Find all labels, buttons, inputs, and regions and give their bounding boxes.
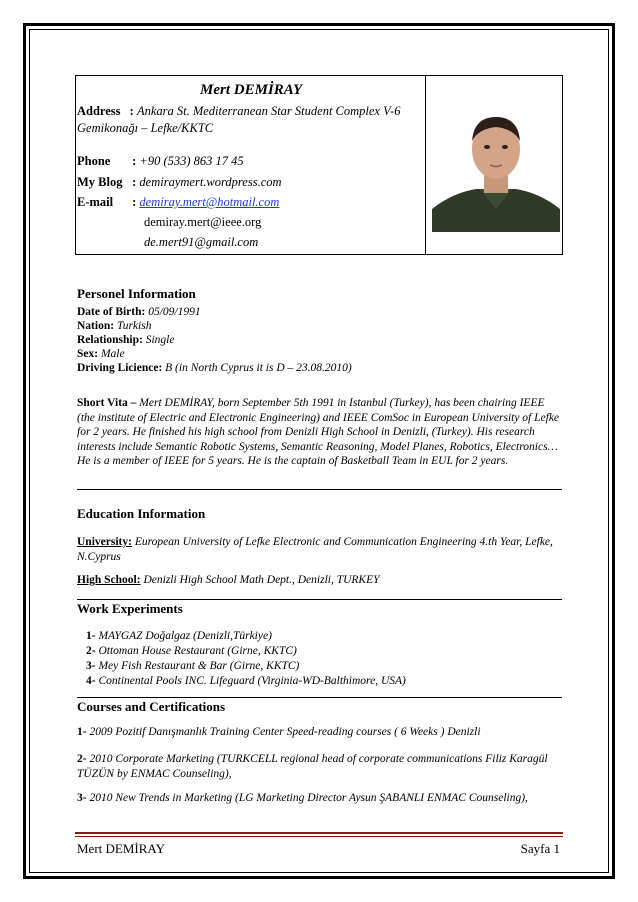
email-colon: : [132, 195, 137, 209]
footer-page-number: Sayfa 1 [520, 841, 560, 856]
work-item [86, 675, 406, 687]
divider-2 [77, 599, 562, 600]
blog-row [77, 175, 282, 190]
sex-row [77, 348, 125, 360]
education-title: Education Information [77, 506, 206, 521]
work-item [86, 660, 299, 672]
blog-value[interactable]: demiraymert.wordpress.com [139, 175, 282, 189]
university-row [77, 535, 563, 564]
relationship-row [77, 334, 174, 346]
university-value: European University of Lefke Electronic and Communication Engineering 4.th Year, Lefke, N.Cyprus [77, 536, 553, 563]
nation-value: Turkish [116, 320, 152, 332]
short-vita [77, 396, 563, 469]
email-link-hotmail[interactable]: demiray.mert@hotmail.com [139, 195, 280, 209]
address-line2: Gemikonağı – Lefke/KKTC [77, 121, 214, 135]
driving-row [77, 362, 352, 374]
dob-label: Date of Birth: [77, 306, 146, 318]
course-item-text: 2010 New Trends in Marketing (LG Marketing Director Aysun ŞABANLI ENMAC Counseling), [89, 792, 528, 804]
phone-row [77, 154, 244, 169]
relationship-label: Relationship: [77, 334, 143, 346]
email-row [77, 195, 279, 210]
work-item-text: MAYGAZ Doğalgaz (Denizli,Türkiye) [98, 630, 272, 642]
course-item [77, 752, 563, 781]
work-title: Work Experiments [77, 601, 183, 616]
personal-info-title: Personel Information [77, 286, 196, 301]
work-item-num: 1- [86, 630, 96, 642]
work-item-num: 2- [86, 645, 96, 657]
phone-value: +90 (533) 863 17 45 [139, 154, 244, 168]
vita-text: Mert DEMİRAY, born September 5th 1991 in Istanbul (Turkey), has been chairing IEEE (the institute of Electric and Electronic Engineering) and IEEE ComSoc in European University of Lefke for 2 years. He finished his high school from Denizli High School in Denizli, (Turkey). His research interests include Semantic Robotic Systems, Semantic Reasoning, Model Planes, Robotics, Electronics… He is a member of IEEE for 5 years. He is the captain of Basketball Team in EUL for 2 years. [77, 397, 560, 467]
course-item [77, 792, 528, 804]
divider-3 [77, 697, 562, 698]
nation-label: Nation: [77, 320, 115, 332]
course-item-num: 3- [77, 792, 87, 804]
blog-colon: : [132, 175, 137, 189]
address-label: Address [77, 104, 121, 118]
address-line1: Ankara St. Mediterranean Star Student Complex V-6 [136, 104, 401, 118]
work-item-num: 3- [86, 660, 96, 672]
work-item-num: 4- [86, 675, 96, 687]
relationship-value: Single [145, 334, 175, 346]
candidate-name: Mert DEMİRAY [200, 82, 303, 98]
driving-value: B (in North Cyprus it is D – 23.08.2010) [165, 362, 352, 374]
nation-row [77, 320, 151, 332]
course-item [77, 726, 481, 738]
courses-title: Courses and Certifications [77, 699, 226, 714]
university-label: University: [77, 536, 132, 548]
sex-value: Male [100, 348, 125, 360]
blog-label: My Blog [77, 175, 123, 189]
phone-colon: : [132, 154, 137, 168]
email-ieee[interactable]: demiray.mert@ieee.org [144, 215, 262, 229]
address-line [77, 104, 400, 119]
sex-label: Sex: [77, 348, 99, 360]
phone-label: Phone [77, 154, 111, 168]
footer-rule-thin [75, 836, 563, 837]
course-item-text: 2010 Corporate Marketing (TURKCELL regional head of corporate communications Filiz Karagül TÜZÜN by ENMAC Counseling), [77, 753, 548, 780]
work-item [86, 645, 297, 657]
email-label: E-mail [77, 195, 114, 209]
email-gmail[interactable]: de.mert91@gmail.com [144, 235, 259, 249]
work-item [86, 630, 272, 642]
profile-photo [432, 97, 560, 232]
vita-label: Short Vita – [77, 397, 137, 409]
course-item-num: 1- [77, 726, 87, 738]
work-item-text: Mey Fish Restaurant & Bar (Girne, KKTC) [98, 660, 300, 672]
course-item-text: 2009 Pozitif Danışmanlık Training Center Speed-reading courses ( 6 Weeks ) Denizli [89, 726, 481, 738]
driving-label: Driving Licience: [77, 362, 163, 374]
course-item-num: 2- [77, 753, 87, 765]
work-item-text: Continental Pools INC. Lifeguard (Virginia-WD-Balthimore, USA) [98, 675, 406, 687]
divider-1 [77, 489, 562, 490]
highschool-row [77, 574, 380, 586]
work-item-text: Ottoman House Restaurant (Girne, KKTC) [98, 645, 297, 657]
dob-row [77, 306, 201, 318]
address-line2-row [77, 121, 213, 136]
dob-value: 05/09/1991 [148, 306, 201, 318]
address-colon: : [129, 104, 134, 118]
footer-rule [75, 832, 563, 834]
highschool-label: High School: [77, 574, 141, 586]
footer-author: Mert DEMİRAY [77, 841, 165, 856]
highschool-value: Denizli High School Math Dept., Denizli, TURKEY [143, 574, 380, 586]
